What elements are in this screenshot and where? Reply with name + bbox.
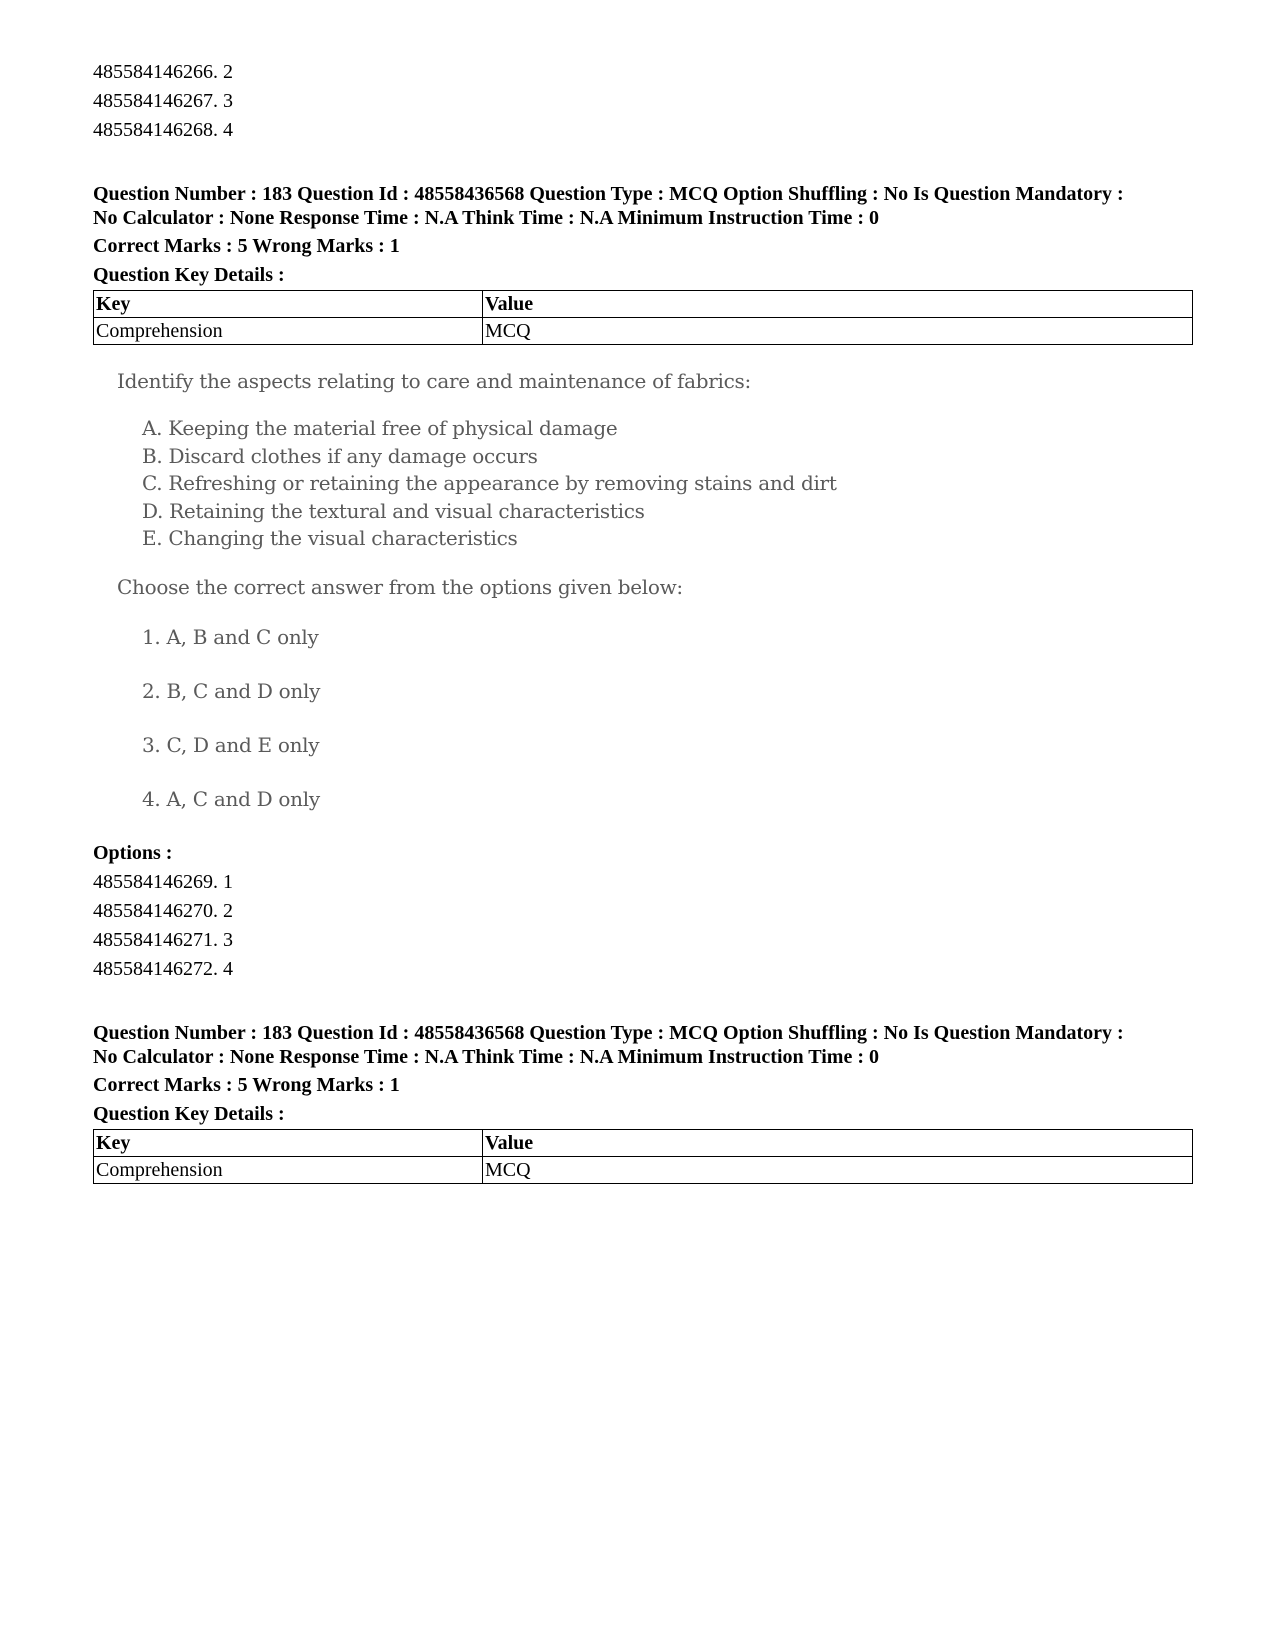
options-label: Options : bbox=[93, 841, 173, 864]
previous-options-list bbox=[93, 58, 1193, 145]
table-header-value: Value bbox=[483, 291, 1193, 318]
question-block bbox=[93, 182, 1193, 984]
question-key-table bbox=[93, 1129, 1193, 1184]
question-meta-line: No Calculator : None Response Time : N.A Think Time : N.A Minimum Instruction Time : 0 bbox=[93, 207, 879, 229]
table-header-row bbox=[94, 291, 1193, 318]
option-line: 485584146270. 2 bbox=[93, 899, 233, 922]
option-line: 485584146269. 1 bbox=[93, 870, 233, 893]
table-header-key: Key bbox=[94, 1129, 483, 1156]
option-line: 485584146271. 3 bbox=[93, 928, 233, 951]
statement-item: C. Refreshing or retaining the appearance by removing stains and dirt bbox=[142, 471, 837, 495]
table-cell-value: MCQ bbox=[483, 318, 1193, 345]
question-image bbox=[117, 367, 837, 817]
answer-choice: 1. A, B and C only bbox=[142, 624, 319, 649]
option-line: 485584146266. 2 bbox=[93, 61, 233, 83]
document-page bbox=[93, 58, 1193, 1184]
statement-item: D. Retaining the textural and visual characteristics bbox=[142, 498, 645, 523]
question-marks: Correct Marks : 5 Wrong Marks : 1 bbox=[93, 235, 400, 257]
answer-choice: 3. C, D and E only bbox=[142, 732, 320, 757]
statement-item: E. Changing the visual characteristics bbox=[142, 526, 518, 550]
table-header-row bbox=[94, 1129, 1193, 1156]
option-line: 485584146267. 3 bbox=[93, 90, 233, 112]
question-marks: Correct Marks : 5 Wrong Marks : 1 bbox=[93, 1073, 400, 1096]
statement-item: B. Discard clothes if any damage occurs bbox=[142, 443, 538, 468]
answer-choice: 2. B, C and D only bbox=[142, 678, 321, 703]
table-cell-key: Comprehension bbox=[94, 318, 483, 345]
question-stem: Identify the aspects relating to care and maintenance of fabrics: bbox=[117, 369, 751, 393]
option-line: 485584146272. 4 bbox=[93, 957, 233, 980]
choose-instruction: Choose the correct answer from the options given below: bbox=[117, 574, 683, 599]
table-header-value: Value bbox=[483, 1129, 1193, 1156]
answer-choice: 4. A, C and D only bbox=[142, 786, 320, 811]
table-cell-value: MCQ bbox=[483, 1156, 1193, 1183]
question-key-table bbox=[93, 290, 1193, 345]
statement-item: A. Keeping the material free of physical damage bbox=[142, 416, 618, 440]
table-row bbox=[94, 318, 1193, 345]
question-meta-line: Question Number : 183 Question Id : 48558436568 Question Type : MCQ Option Shuffling : No Is Question Mandatory : bbox=[93, 183, 1124, 205]
options-list bbox=[93, 868, 1193, 984]
question-key-details-label: Question Key Details : bbox=[93, 264, 285, 286]
statement-list bbox=[142, 415, 837, 553]
question-meta-line: Question Number : 183 Question Id : 48558436568 Question Type : MCQ Option Shuffling : No Is Question Mandatory : bbox=[93, 1021, 1124, 1044]
table-header-key: Key bbox=[94, 291, 483, 318]
question-meta-line: No Calculator : None Response Time : N.A Think Time : N.A Minimum Instruction Time : 0 bbox=[93, 1045, 879, 1068]
table-row bbox=[94, 1156, 1193, 1183]
question-key-details-label: Question Key Details : bbox=[93, 1102, 285, 1125]
question-block bbox=[93, 1021, 1193, 1184]
answer-choice-list bbox=[142, 623, 837, 817]
option-line: 485584146268. 4 bbox=[93, 119, 233, 141]
table-cell-key: Comprehension bbox=[94, 1156, 483, 1183]
